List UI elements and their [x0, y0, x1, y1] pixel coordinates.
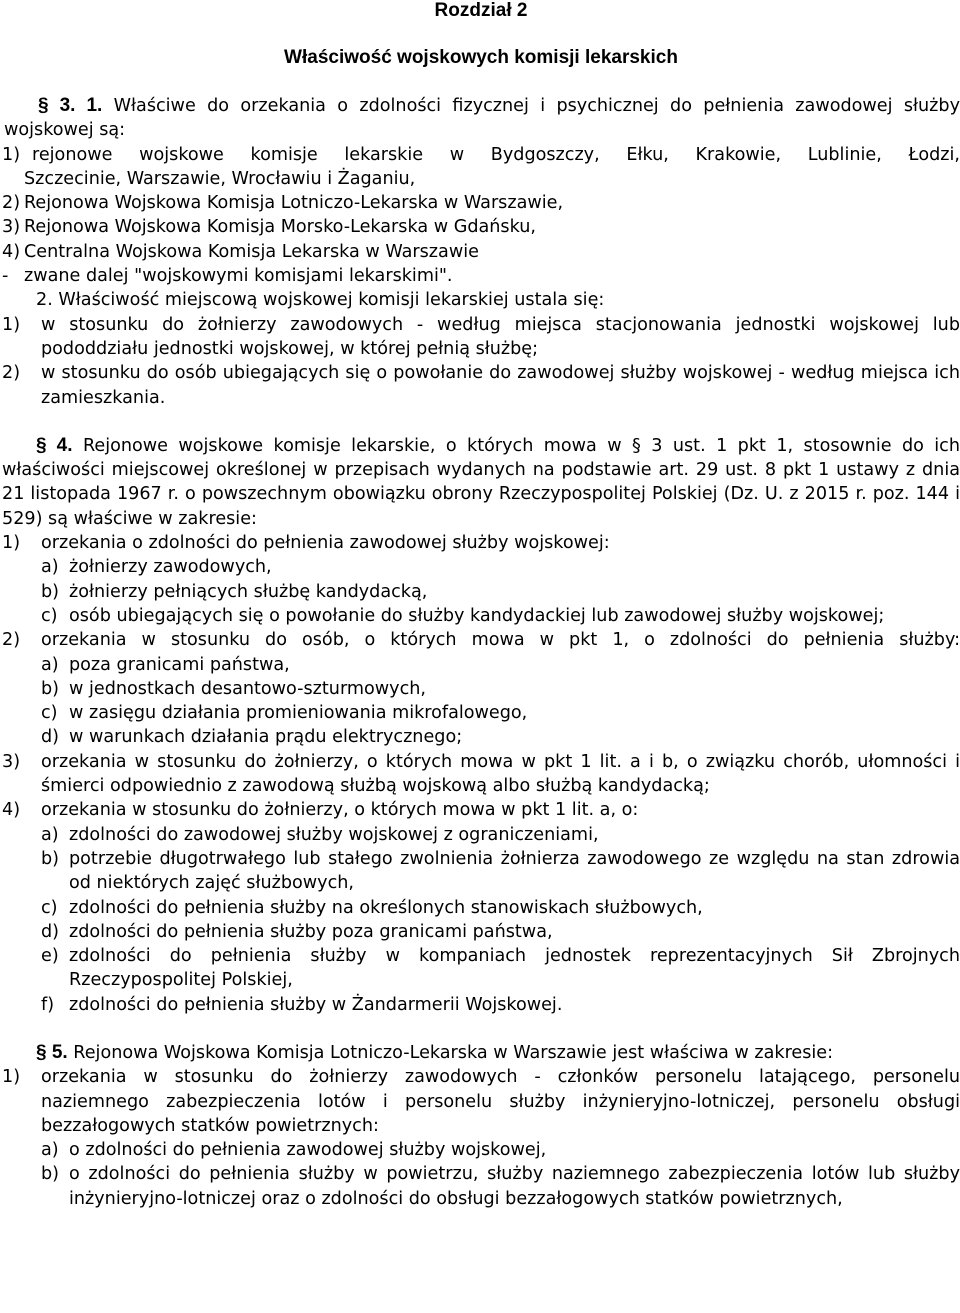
- list-item: [2, 361, 960, 410]
- sub-list-item-label: a): [41, 654, 59, 675]
- sub-list-item-label: d): [41, 921, 60, 942]
- sub-list-item-text: żołnierzy zawodowych,: [69, 557, 272, 578]
- sub-list-item: [2, 604, 960, 628]
- list-item-label: 3): [2, 217, 21, 238]
- sub-list-item-label: c): [41, 703, 58, 724]
- sub-list-item: [2, 847, 960, 896]
- sub-list-item-text: osób ubiegających się o powołanie do służby kandydackiej lub zawodowej służby wojskowej;: [69, 605, 885, 626]
- list-item-label: 1): [2, 1067, 21, 1088]
- list-item-text: orzekania w stosunku do osób, o których mowa w pkt 1, o zdolności do pełnienia służby:: [41, 630, 960, 651]
- sub-list-item: [2, 1138, 960, 1162]
- sub-list-item: [2, 944, 960, 993]
- list-item-text: rejonowe wojskowe komisje lekarskie w Bydgoszczy, Ełku, Krakowie, Lublinie, Łodzi,: [32, 144, 960, 165]
- section-4-intro-text: Rejonowe wojskowe komisje lekarskie, o których mowa w § 3 ust. 1 pkt 1, stosownie do ich właściwości miejscowej określonej w przepisach wydanych na podstawie art. 29 ust. 8 pkt 1 ustawy z dnia 21 listopada 1967 r. o powszechnym obowiązku obrony Rzeczypospolitej Polskiej (Dz. U. z 2015 r. poz. 144 i 529) są właściwe w zakresie:: [2, 435, 960, 529]
- sub-list-item-text: o zdolności do pełnienia służby w powietrzu, służby naziemnego zabezpieczenia lotów lub służby inżynieryjno-lotniczej oraz o zdolności do obsługi bezzałogowych statków powietrznych,: [69, 1164, 960, 1209]
- sub-list-item-text: w warunkach działania prądu elektrycznego;: [69, 727, 463, 748]
- sub-list-item-text: potrzebie długotrwałego lub stałego zwolnienia żołnierza zawodowego ze względu na stan zdrowia od niektórych zajęć służbowych,: [69, 848, 960, 894]
- section-5-intro: [2, 1041, 960, 1065]
- sub-list-item: [2, 701, 960, 725]
- sub-list-item-label: b): [41, 1164, 60, 1185]
- sub-list-item: [2, 993, 960, 1017]
- section-4-number: § 4.: [36, 434, 73, 456]
- sub-list-item-text: zdolności do pełnienia służby poza granicami państwa,: [69, 921, 553, 942]
- section-3-number: § 3. 1.: [38, 95, 103, 116]
- sub-list-item-label: a): [41, 1140, 59, 1161]
- chapter-title: Właściwość wojskowych komisji lekarskich: [284, 47, 678, 68]
- sub-list-item-label: e): [41, 946, 59, 967]
- sub-list-item-label: f): [41, 994, 55, 1015]
- sub-list-item-text: o zdolności do pełnienia zawodowej służby wojskowej,: [69, 1140, 547, 1161]
- sub-list-item-label: a): [41, 824, 59, 845]
- list-item: [2, 167, 960, 191]
- sub-list-item-text: zdolności do pełnienia służby w Żandarmerii Wojskowej.: [69, 994, 563, 1015]
- list-item-text: w stosunku do żołnierzy zawodowych - według miejsca stacjonowania jednostki wojskowej lub pododdziału jednostki wojskowej, w której pełnią służbę;: [41, 314, 960, 359]
- sub-list-item-text: zdolności do pełnienia służby na określonych stanowiskach służbowych,: [69, 897, 703, 918]
- section-3-intro-text: Właściwe do orzekania o zdolności fizycznej i psychicznej do pełnienia zawodowej służby wojskowej są:: [4, 96, 960, 141]
- sub-list-item: [2, 725, 960, 749]
- list-item-text: w stosunku do osób ubiegających się o powołanie do zawodowej służby wojskowej - według miejsca ich zamieszkania.: [41, 363, 960, 408]
- list-item: [2, 240, 960, 264]
- list-item-label: 4): [2, 800, 21, 821]
- list-item-label: 1): [2, 314, 21, 335]
- sub-list-item-text: poza granicami państwa,: [69, 654, 290, 675]
- paragraph-intro: Właściwość miejscową wojskowej komisji lekarskiej ustala się:: [58, 290, 605, 311]
- sub-list-item-label: b): [41, 678, 60, 699]
- paragraph-number: 2.: [36, 290, 53, 311]
- list-item: [2, 531, 960, 555]
- list-item-label: 3): [2, 751, 21, 772]
- list-item-text: zwane dalej "wojskowymi komisjami lekarskimi".: [24, 266, 453, 287]
- sub-list-item-label: b): [41, 848, 60, 869]
- sub-list-item: [2, 896, 960, 920]
- section-5-number: § 5.: [36, 1041, 68, 1063]
- sub-list-item: [2, 823, 960, 847]
- list-item-text: orzekania o zdolności do pełnienia zawodowej służby wojskowej:: [41, 533, 610, 554]
- sub-list-item: [2, 1162, 960, 1211]
- section-3-paragraph-2: [2, 288, 960, 312]
- sub-list-item: [2, 920, 960, 944]
- sub-list-item-text: w jednostkach desantowo-szturmowych,: [69, 678, 426, 699]
- section-5-intro-text: Rejonowa Wojskowa Komisja Lotniczo-Lekarska w Warszawie jest właściwa w zakresie:: [73, 1042, 834, 1063]
- sub-list-item-label: d): [41, 727, 60, 748]
- list-item: [2, 264, 960, 288]
- sub-list-item-label: c): [41, 897, 58, 918]
- sub-list-item-label: a): [41, 557, 59, 578]
- list-item: [2, 191, 960, 215]
- list-item-text: Rejonowa Wojskowa Komisja Lotniczo-Lekarska w Warszawie,: [24, 193, 564, 214]
- list-item: [2, 1065, 960, 1138]
- sub-list-item-label: c): [41, 605, 58, 626]
- section-4-intro: [2, 434, 960, 531]
- section-spacer: [2, 1017, 960, 1041]
- sub-list-item: [2, 580, 960, 604]
- list-item-text: Szczecinie, Warszawie, Wrocławiu i Żaganiu,: [24, 168, 416, 189]
- list-item: [2, 798, 960, 822]
- list-item-label: -: [2, 266, 9, 287]
- list-item-label: 1): [2, 533, 21, 554]
- chapter-heading: Rozdział 2: [434, 0, 528, 21]
- sub-list-item-text: w zasięgu działania promieniowania mikrofalowego,: [69, 703, 528, 724]
- list-item: [2, 628, 960, 652]
- list-item: [2, 215, 960, 239]
- list-item: [2, 143, 960, 167]
- sub-list-item: [2, 677, 960, 701]
- list-item-label: 2): [2, 193, 21, 214]
- list-item-text: orzekania w stosunku do żołnierzy, o których mowa w pkt 1 lit. a i b, o związku chorób, ułomności i śmierci odpowiednio z zawodową służbą wojskową albo służbą kandydacką;: [41, 751, 960, 797]
- sub-list-item-label: b): [41, 581, 60, 602]
- list-item-text: orzekania w stosunku do żołnierzy zawodowych - członków personelu latającego, personelu naziemnego zabezpieczenia lotów i personelu służby inżynieryjno-lotniczej, personelu obsługi bezzałogowych statków powietrznych:: [41, 1067, 960, 1136]
- list-item-label: 2): [2, 363, 21, 384]
- list-item-text: Rejonowa Wojskowa Komisja Morsko-Lekarska w Gdańsku,: [24, 217, 536, 238]
- section-3-intro: [2, 94, 960, 143]
- list-item-label: 4): [2, 241, 21, 262]
- sub-list-item-text: zdolności do pełnienia służby w kompaniach jednostek reprezentacyjnych Sił Zbrojnych Rzeczypospolitej Polskiej,: [69, 946, 960, 991]
- list-item: [2, 313, 960, 362]
- sub-list-item: [2, 653, 960, 677]
- list-item: [2, 750, 960, 799]
- section-spacer: [2, 410, 960, 434]
- list-item-label: 2): [2, 630, 21, 651]
- list-item-text: Centralna Wojskowa Komisja Lekarska w Warszawie: [24, 241, 479, 262]
- sub-list-item-text: zdolności do zawodowej służby wojskowej z ograniczeniami,: [69, 824, 599, 845]
- sub-list-item-text: żołnierzy pełniących służbę kandydacką,: [69, 581, 428, 602]
- sub-list-item: [2, 555, 960, 579]
- list-item-text: orzekania w stosunku do żołnierzy, o których mowa w pkt 1 lit. a, o:: [41, 800, 639, 821]
- list-item-label: 1): [2, 144, 21, 165]
